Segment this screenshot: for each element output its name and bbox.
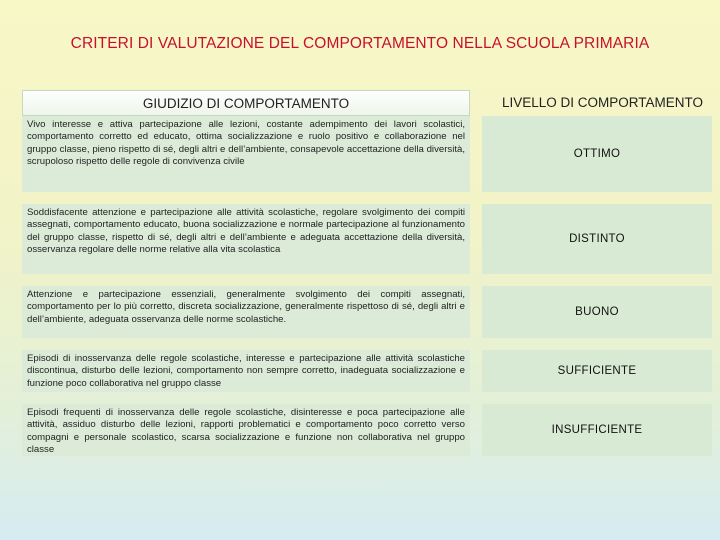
judgment-description: Vivo interesse e attiva partecipazione alle lezioni, costante adempimento dei lavori scolastici, comportamento corretto ed educato, ottima socializzazione e ruolo positivo e collaborazione nel gruppo classe, pieno rispetto di sé, degli altri e dell’ambiente, consapevole accettazione della diversità, scrupoloso rispetto delle regole di convivenza civile <box>22 116 470 192</box>
table-row <box>22 204 712 274</box>
level-label: OTTIMO <box>482 116 712 192</box>
judgment-column-header: GIUDIZIO DI COMPORTAMENTO <box>22 90 470 116</box>
level-label: SUFFICIENTE <box>482 350 712 392</box>
judgment-description: Attenzione e partecipazione essenziali, generalmente svolgimento dei compiti assegnati, comportamento per lo più corretto, discreta socializzazione, generalmente rispettoso di sé, degli altri e dell’ambiente, adeguata osservanza delle norme scolastiche. <box>22 286 470 338</box>
table-row <box>22 404 712 456</box>
level-label: BUONO <box>482 286 712 338</box>
criteria-table <box>22 116 712 468</box>
table-row <box>22 286 712 338</box>
judgment-description: Episodi di inosservanza delle regole scolastiche, interesse e partecipazione alle attività scolastiche discontinua, disturbo delle lezioni, comportamento non sempre corretto, inadeguata socializzazione e funzione poco collaborativa nel gruppo classe <box>22 350 470 392</box>
judgment-description: Episodi frequenti di inosservanza delle regole scolastiche, disinteresse e poca partecipazione alle attività, assiduo disturbo delle lezioni, rapporti problematici e comportamento poco corretto verso compagni e personale scolastico, scarsa socializzazione e funzione non collaborativa nel gruppo classe <box>22 404 470 456</box>
page-title: CRITERI DI VALUTAZIONE DEL COMPORTAMENTO NELLA SCUOLA PRIMARIA <box>70 35 650 52</box>
level-label: INSUFFICIENTE <box>482 404 712 456</box>
judgment-description: Soddisfacente attenzione e partecipazione alle attività scolastiche, regolare svolgimento dei compiti assegnati, comportamento educato, buona socializzazione e normale partecipazione al funzionamento del gruppo classe, rispetto di sé, degli altri e dell’ambiente e adeguata accettazione della diversità, osservanza regolare delle norme relative alla vita scolastica <box>22 204 470 274</box>
level-column-header: LIVELLO DI COMPORTAMENTO <box>501 95 704 110</box>
level-label: DISTINTO <box>482 204 712 274</box>
table-row <box>22 116 712 192</box>
table-row <box>22 350 712 392</box>
